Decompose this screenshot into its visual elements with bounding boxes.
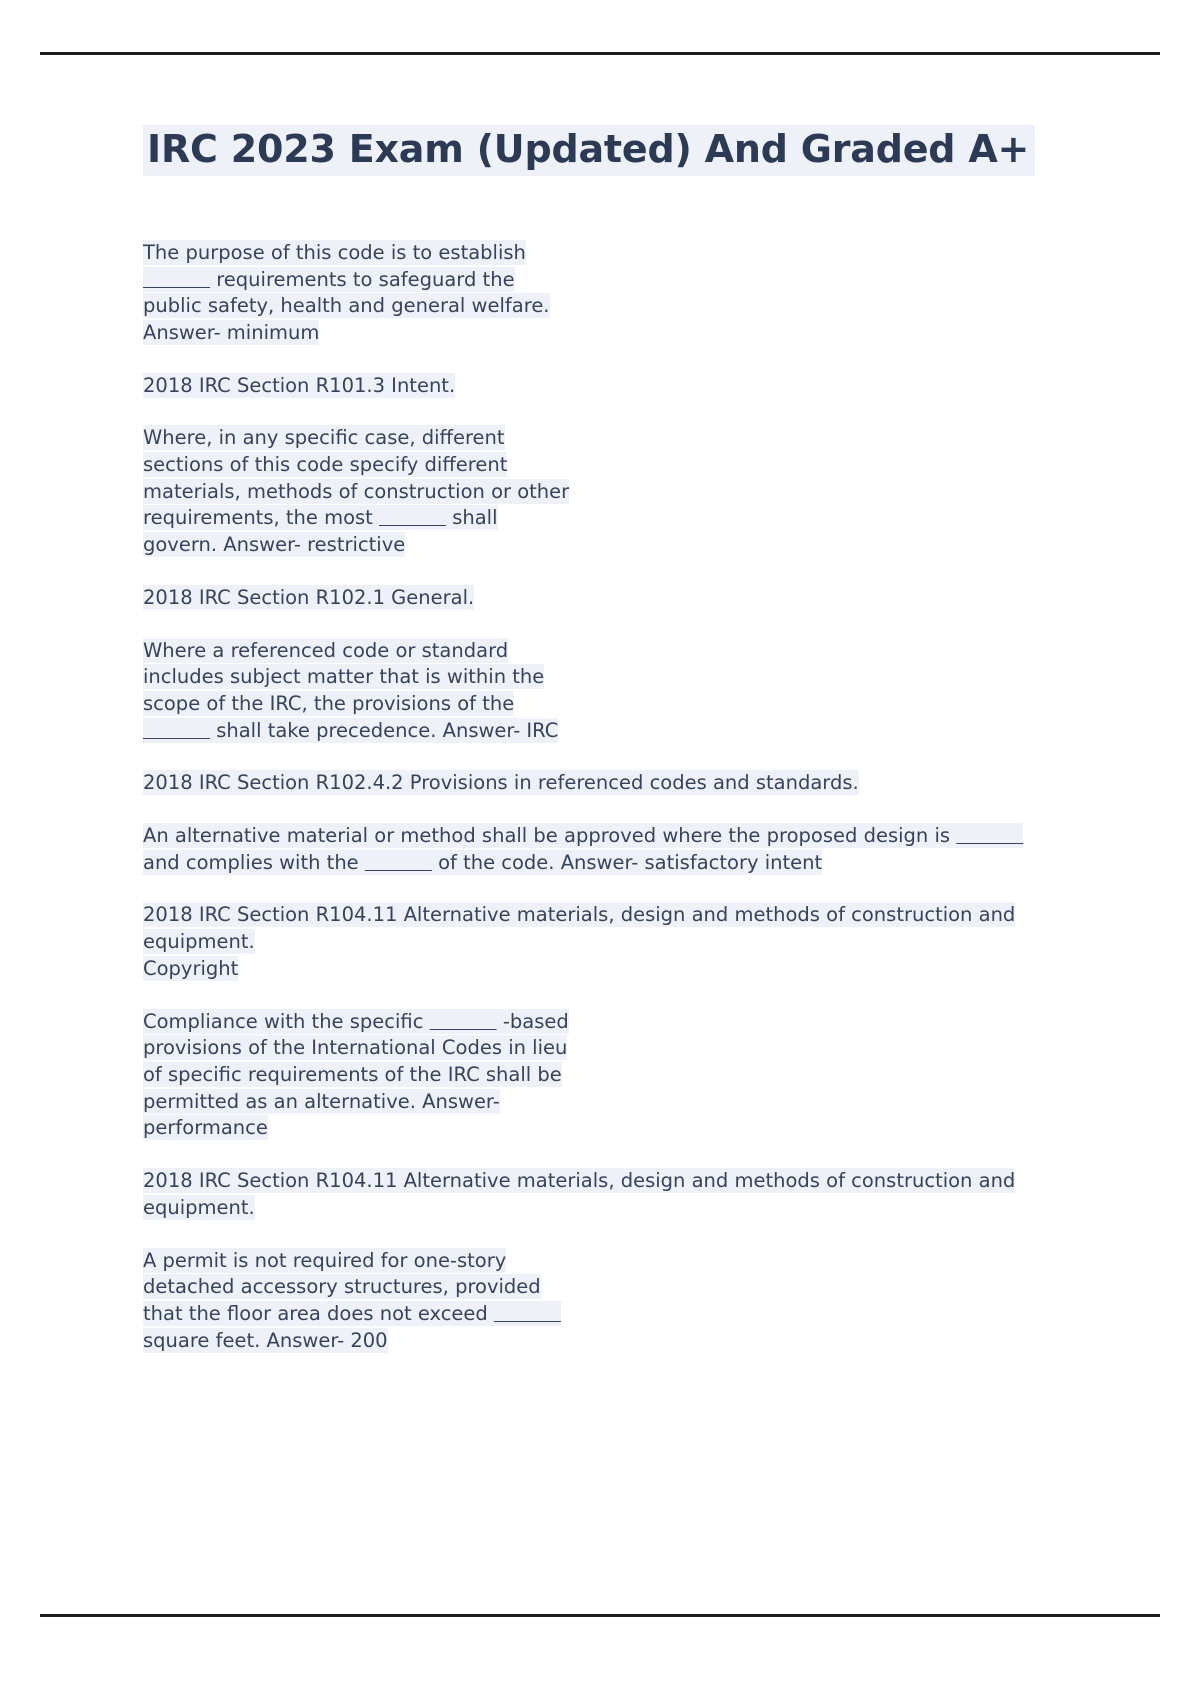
reference-block bbox=[143, 373, 573, 400]
qa-block bbox=[143, 1009, 573, 1143]
page-bottom-rule bbox=[40, 1614, 1160, 1617]
qa-text: An alternative material or method shall be approved where the proposed design is and complies with the of the code. Answer- satisfactory intent bbox=[143, 823, 1023, 875]
document-content bbox=[143, 125, 1048, 1380]
qa-text: Where a referenced code or standard includes subject matter that is within the scope of the IRC, the provisions of the shall take precedence. Answer- IRC bbox=[143, 638, 559, 742]
qa-text: The purpose of this code is to establish requirements to safeguard the public safety, health and general welfare. Answer- minimum bbox=[143, 240, 550, 344]
page-title: IRC 2023 Exam (Updated) And Graded A+ bbox=[143, 125, 1035, 176]
copyright-text: Copyright bbox=[143, 956, 239, 980]
reference-block bbox=[143, 902, 1048, 955]
reference-text: 2018 IRC Section R102.4.2 Provisions in referenced codes and standards. bbox=[143, 771, 859, 795]
reference-text: 2018 IRC Section R104.11 Alternative materials, design and methods of construction and equipment. bbox=[143, 903, 1016, 954]
copyright-note bbox=[143, 956, 1048, 983]
qa-block bbox=[143, 823, 1048, 876]
qa-text: Compliance with the specific -based provisions of the International Codes in lieu of specific requirements of the IRC shall be permitted as an alternative. Answer- performance bbox=[143, 1009, 569, 1140]
qa-block bbox=[143, 638, 573, 745]
reference-block bbox=[143, 1168, 1048, 1221]
reference-text: 2018 IRC Section R101.3 Intent. bbox=[143, 373, 456, 397]
reference-text: 2018 IRC Section R104.11 Alternative materials, design and methods of construction and equipment. bbox=[143, 1169, 1016, 1219]
qa-text: Where, in any specific case, different sections of this code specify different materials, methods of construction or other requirements, the most shall govern. Answer- restrictive bbox=[143, 426, 570, 557]
reference-block bbox=[143, 770, 1048, 797]
qa-block bbox=[143, 425, 573, 559]
qa-block bbox=[143, 240, 573, 347]
reference-block bbox=[143, 585, 573, 612]
reference-text: 2018 IRC Section R102.1 General. bbox=[143, 585, 475, 609]
page-top-rule bbox=[40, 52, 1160, 55]
qa-text: A permit is not required for one-story detached accessory structures, provided that the floor area does not exceed square feet. Answer- 200 bbox=[143, 1248, 561, 1353]
qa-block bbox=[143, 1248, 573, 1355]
